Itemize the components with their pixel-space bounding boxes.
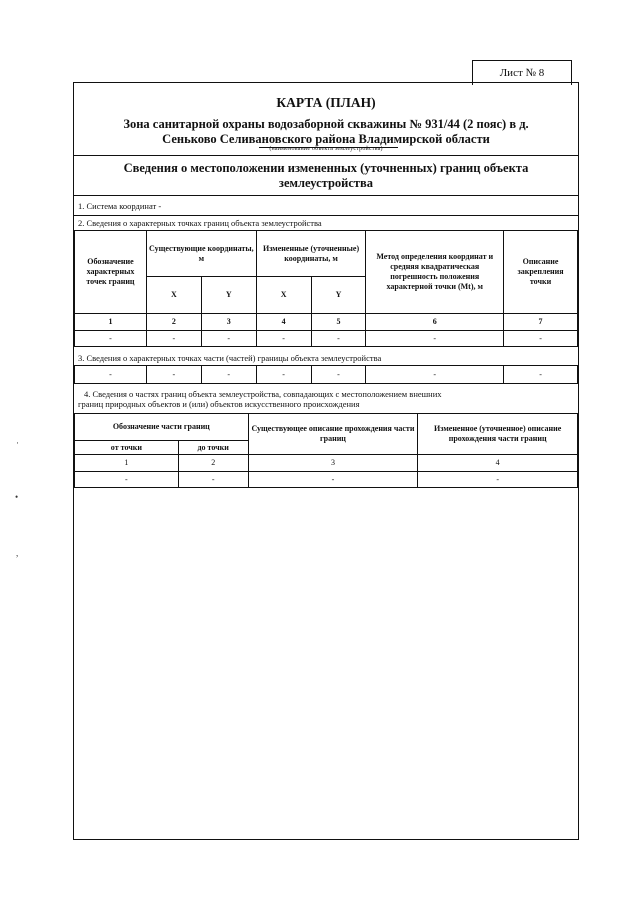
col-parts-header: Обозначение части границ [75,414,249,441]
boundary-parts-table [74,413,578,488]
table-cell: - [146,366,201,384]
table-cell: 6 [366,314,504,331]
col-description-header: Описание закрепления точки [504,231,578,314]
sheet-number-label: Лист № 8 [499,67,545,79]
table-cell: - [256,366,311,384]
col-existing-header: Существующие координаты, м [146,231,256,277]
col-x-existing: X [146,277,201,314]
col-y-existing: Y [201,277,256,314]
table-cell: 4 [256,314,311,331]
points-table [74,230,578,347]
table-cell: 2 [146,314,201,331]
table-cell: - [75,366,147,384]
col-from-header: от точки [75,441,179,455]
subtitle-note: (наименование объекта землеустройства) [269,146,383,152]
col-method-header: Метод определения координат и средняя квадратическая погрешность положения характерной точки (Mt), м [366,231,504,314]
table-cell: - [178,472,248,488]
table-cell: 4 [418,455,578,472]
table-cell: - [146,331,201,347]
scan-mark: • [15,492,19,502]
scan-mark: · [16,438,19,448]
section-title [84,161,568,191]
table-cell: 5 [311,314,366,331]
table-cell: - [201,331,256,347]
scan-mark: , [16,548,19,558]
table-cell: - [366,366,504,384]
table-cell: 1 [75,314,147,331]
table-cell: - [256,331,311,347]
boundary-parts-header-row [75,414,578,441]
col-existing-desc-header: Существующее описание прохождения части границ [248,414,418,455]
item-1-coordinate-system: 1. Система координат - [78,201,162,211]
divider-1 [74,155,578,156]
item-4-line-1: 4. Сведения о частях границ объекта землеустройства, совпадающих с местоположением внешних [84,389,442,399]
table-row [75,366,578,384]
col-y-changed: Y [311,277,366,314]
points-table-number-row [75,314,578,331]
col-to-header: до точки [178,441,248,455]
table-cell: 3 [248,455,418,472]
table-cell: - [75,331,147,347]
table-cell: - [504,331,578,347]
boundary-parts-number-row [75,455,578,472]
col-changed-desc-header: Измененное (уточненное) описание прохождения части границ [418,414,578,455]
table-cell: 1 [75,455,179,472]
table-row [75,472,578,488]
table-cell: - [504,366,578,384]
item-4-heading [78,389,574,409]
divider-3 [74,215,578,216]
table-cell: - [311,366,366,384]
col-x-changed: X [256,277,311,314]
col-point-header: Обозначение характерных точек границ [75,231,147,314]
document-subtitle [84,117,568,147]
table-cell: - [201,366,256,384]
table-cell: - [75,472,179,488]
table-cell: - [366,331,504,347]
table-row [75,331,578,347]
subtitle-line-1: Зона санитарной охраны водозаборной скважины № 931/44 (2 пояс) в д. [123,117,529,131]
divider-2 [74,195,578,196]
part-points-table [74,365,578,384]
document-frame [73,82,579,840]
col-changed-header: Измененные (уточненные) координаты, м [256,231,366,277]
subtitle-line-2: Сеньково Селивановского района Владимирской области [162,132,490,146]
table-cell: - [248,472,418,488]
table-cell: 3 [201,314,256,331]
table-cell: 7 [504,314,578,331]
section-title-line-2: землеустройства [278,176,374,190]
document-title: КАРТА (ПЛАН) [276,95,376,110]
section-title-line-1: Сведения о местоположении измененных (уточненных) границ объекта [123,161,529,175]
table-cell: - [311,331,366,347]
item-4-line-2: границ природных объектов и (или) объектов искусственного происхождения [78,399,360,409]
points-table-header-row [75,231,578,277]
item-3-part-points-heading: 3. Сведения о характерных точках части (частей) границы объекта землеустройства [78,353,382,363]
table-cell: 2 [178,455,248,472]
item-2-points-heading: 2. Сведения о характерных точках границ объекта землеустройства [78,218,322,228]
table-cell: - [418,472,578,488]
